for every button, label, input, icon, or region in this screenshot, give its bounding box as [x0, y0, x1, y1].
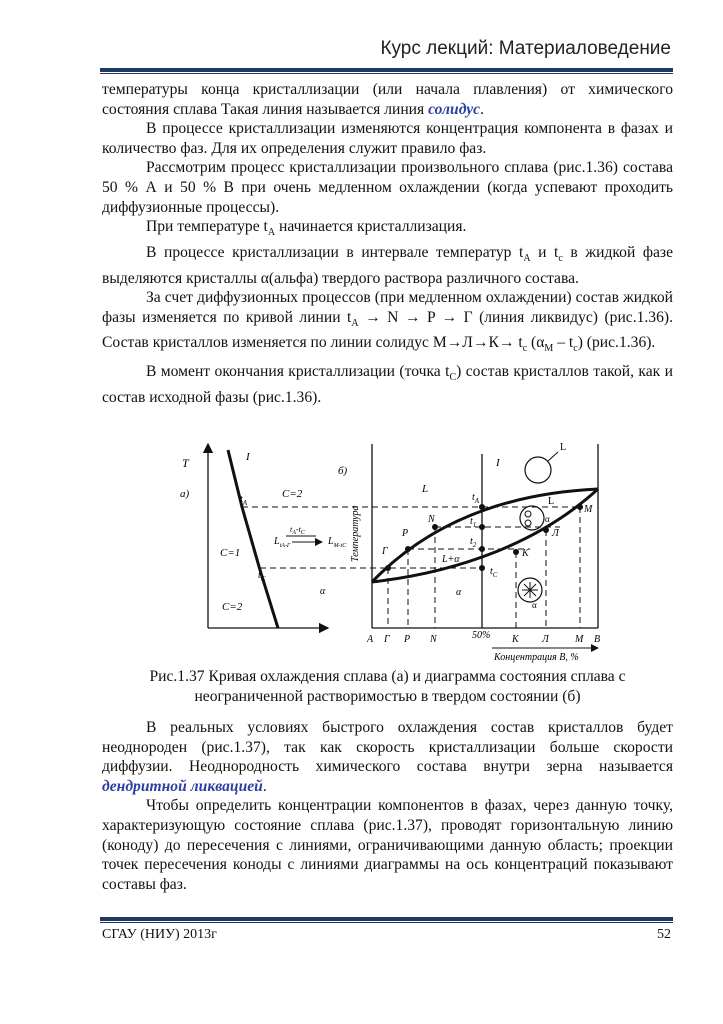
inset-L-label: L	[560, 442, 567, 453]
point-Lam	[543, 527, 549, 533]
header-rule	[100, 68, 673, 72]
tick-50: 50%	[472, 630, 491, 641]
inset-mixed-crystal-2	[525, 520, 531, 526]
tick-N: N	[430, 634, 437, 645]
point-t1	[479, 524, 485, 530]
point-K	[513, 549, 519, 555]
label-M: M	[584, 504, 593, 515]
left-phase-I: I	[246, 451, 250, 463]
label-t1: $t_1$	[470, 516, 477, 529]
paragraph-6: За счет диффузионных процессов (при медленном охлаждении) состав жидкой фазы изменяется по кривой линии $t_A \to N \to P \to Г$ (линия ликвидус) (рис.1.36). Состав кристаллов изменяется по линии солидус $М\to Л\to К\to t_c$ $(\alpha_M - t_c)$ (рис.1.36).	[102, 289, 673, 355]
term-dendritic-liquation: дендритной ликвацией	[102, 777, 263, 795]
right-region-L: L	[422, 483, 429, 495]
inset-L2-label: L	[548, 496, 555, 507]
paragraph-7: В момент окончания кристаллизации (точка $t_C$) состав кристаллов такой, как и состав исходной фазы (рис.1.36).	[102, 363, 673, 406]
left-L-right: $L_{M-tC}$	[328, 536, 347, 549]
label-P: P	[402, 528, 409, 539]
left-C2-top: C=2	[282, 488, 303, 500]
point-tc	[479, 565, 485, 571]
caption-line-1: Рис.1.37 Кривая охлаждения сплава (а) и диаграмма состояния сплава с	[149, 668, 626, 685]
tick-Lam: Л	[542, 634, 549, 645]
footer-rule-thin	[100, 922, 673, 923]
paragraph-5: В процессе кристаллизации в интервале температур $t_A$ и $t_c$ в жидкой фазе выделяются кристаллы α(альфа) твердого раствора различного состава.	[102, 243, 673, 287]
label-tc: $t_C$	[490, 566, 498, 579]
left-C1: C=1	[220, 547, 241, 559]
paragraph-9: Чтобы определить концентрации компонентов в фазах, через данную точку, характеризующую состояние сплава (рис.1.37), проводят горизонтальную линию (коноду) до пересечения с линиями, ограничивающими данную область; проекции точек пересечения коноды с линиями диаграммы на ось концентраций показывают составы фаз.	[102, 797, 673, 893]
label-alpha-mid: α	[456, 587, 462, 598]
tick-M: M	[575, 634, 584, 645]
page-header: Курс лекций: Материаловедение	[380, 38, 671, 59]
tick-P: P	[404, 634, 411, 645]
label-N: N	[428, 514, 435, 525]
left-label-a: а)	[180, 488, 190, 500]
body-text-bottom	[102, 718, 673, 894]
label-Lam: Л	[552, 528, 559, 539]
inset-alpha2-label: α	[532, 600, 537, 610]
tick-K: K	[512, 634, 519, 645]
footer-rule	[100, 917, 673, 921]
label-alpha-left: α	[320, 586, 326, 597]
label-K: K	[522, 548, 529, 559]
paragraph-3: Рассмотрим процесс кристаллизации произвольного сплава (рис.1.36) состава 50 % А и 50 % В при очень медленном охлаждении (когда успевают проходить диффузионные процессы).	[102, 159, 673, 216]
paragraph-1: температуры конца кристаллизации (или начала плавления) от химического состояния сплава Такая линия называется линия солидус.	[102, 81, 673, 118]
right-ylabel: Температура	[350, 505, 361, 562]
right-phase-I: I	[496, 457, 500, 469]
left-arrow-label: $t_A-t_C$	[290, 525, 305, 536]
left-L-left: $L_{tA-Г}$	[274, 536, 291, 549]
left-tA-label: $t_A$	[240, 494, 248, 507]
paragraph-2: В процессе кристаллизации изменяются концентрация компонента в фазах и количество фаз. Для их определения служит правило фаз.	[102, 120, 673, 157]
left-axis-T-label: T	[182, 456, 189, 470]
x-axis-label: Концентрация В, %	[494, 652, 579, 663]
phase-diagram-figure	[160, 432, 610, 668]
figure-caption	[102, 667, 673, 706]
paragraph-4: При температуре $t_A$ начинается кристаллизация.	[146, 218, 467, 239]
footer-institution: СГАУ (НИУ) 2013г	[102, 927, 217, 942]
label-t2: $t_2$	[470, 536, 477, 549]
left-C2-bottom: C=2	[222, 601, 243, 613]
label-L-alpha: L+α	[442, 554, 460, 565]
header-rule-thin	[100, 73, 673, 74]
page-number: 52	[657, 927, 671, 942]
inset-mixed-crystal-1	[525, 511, 531, 517]
paragraph-8: В реальных условиях быстрого охлаждения состав кристаллов будет неоднороден (рис.1.37), так как скорость кристаллизации больше скорости диффузии. Неоднородность химического состава внутри зерна называется дендритной ликвацией.	[102, 719, 673, 795]
tick-G: Г	[384, 634, 390, 645]
inset-mixed-circle	[520, 506, 544, 530]
right-label-b: б)	[338, 465, 348, 477]
label-tA: $t_A$	[472, 492, 480, 505]
point-P	[405, 546, 411, 552]
caption-line-2: неограниченной растворимостью в твердом состоянии (б)	[194, 687, 581, 705]
point-G	[385, 565, 391, 571]
body-text-top	[102, 80, 673, 407]
term-solidus: солидус	[428, 100, 481, 118]
label-G: Г	[382, 546, 388, 557]
point-tA	[479, 504, 485, 510]
inset-solid-dendrite	[522, 582, 538, 598]
inset-liquid-pointer	[548, 452, 558, 461]
point-M	[577, 504, 583, 510]
left-tc-label: $t_C$	[258, 570, 266, 583]
tick-A: A	[367, 634, 374, 645]
point-t2	[479, 546, 485, 552]
tick-B: B	[594, 634, 601, 645]
inset-liquid-circle	[525, 457, 551, 483]
inset-alpha1-label: α	[545, 514, 550, 524]
